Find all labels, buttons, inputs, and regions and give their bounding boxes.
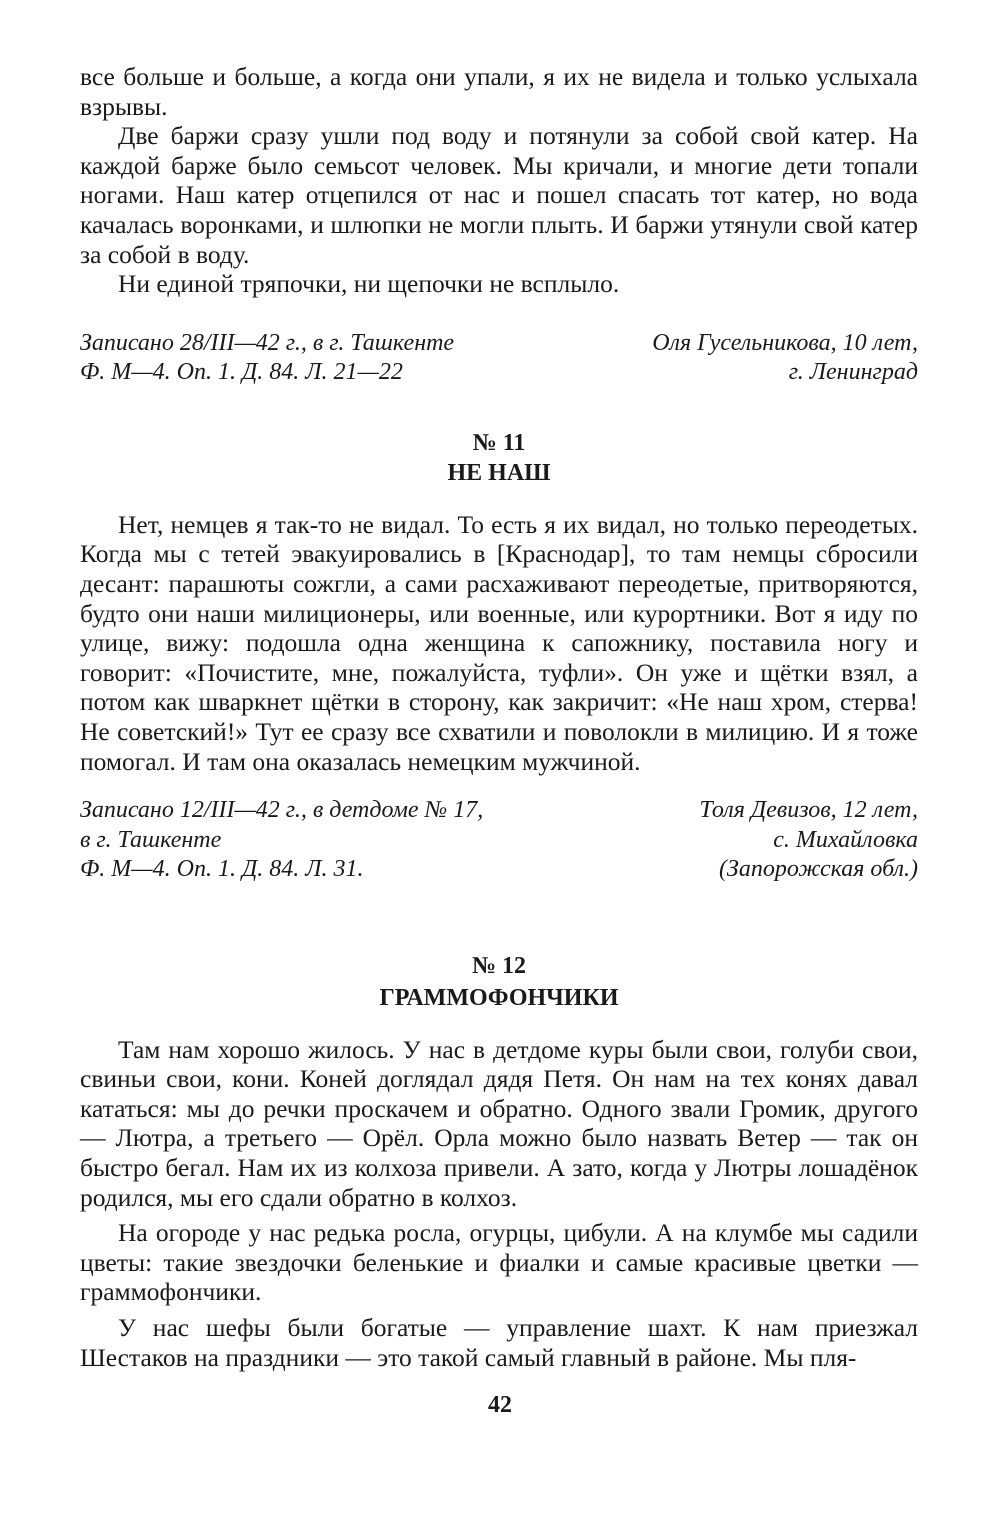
section-title: НЕ НАШ — [447, 459, 551, 486]
archive-note — [80, 796, 483, 885]
author-note — [652, 329, 918, 388]
paragraph: Две баржи сразу ушли под воду и потянули за собой свой катер. На каждой барже было семьсот человек. Мы кричали, и многие дети топали ногами. Наш катер отцепился от нас и пошел спасать тот катер, но вода качалась воронками, и шлюпки не могли плыть. И баржи утянули свой катер за собой в воду. — [80, 121, 918, 269]
signature-line: Ф. М—4. Оп. 1. Д. 84. Л. 21—22 — [80, 359, 403, 386]
section-title: ГРАММОФОНЧИКИ — [379, 984, 619, 1011]
paragraph: Нет, немцев я так-то не видал. То есть я их видал, но только переодетых. Когда мы с тетей эвакуировались в [Краснодар], то там немцы сбросили десант: парашюты сожгли, а сами расхаживают переодетые, притворяются, будто они наши милиционеры, или военные, или курортники. Вот я иду по улице, вижу: подошла одна женщина к сапожнику, поставила ногу и говорит: «Почистите, мне, пожалуйста, туфли». Он уже и щётки взял, а потом как шваркнет щётки в сторону, как закричит: «Не наш хром, стерва! Не советский!» Тут ее сразу все схватили и поволокли в милицию. И я тоже помогал. И там она оказалась немецким мужчиной. — [80, 509, 918, 776]
section-heading — [80, 951, 918, 1013]
signature-line: Ф. М—4. Оп. 1. Д. 84. Л. 31. — [80, 856, 364, 883]
signature-line: с. Михайловка — [773, 826, 918, 853]
paragraph: Там нам хорошо жилось. У нас в детдоме куры были свои, голуби свои, свиньи свои, кони. Коней доглядал дядя Петя. Он нам на тех конях давал кататься: мы до речки проскачем и обратно. Одного звали Громик, другого — Лютра, а третьего — Орёл. Орла можно было назвать Ветер — так он быстро бегал. Нам их из колхоза привели. А зато, когда у Лютры лошадёнок родился, мы его сдали обратно в колхоз. — [80, 1034, 918, 1212]
section-number: № 12 — [471, 952, 527, 979]
paragraph: На огороде у нас редька росла, огурцы, цибули. А на клумбе мы садили цветы: такие звездочки беленькие и фиалки и самые красивые цветки — граммофончики. — [80, 1218, 918, 1307]
signature-line: Записано 12/III—42 г., в детдоме № 17, — [80, 797, 484, 824]
paragraph: Ни единой тряпочки, ни щепочки не всплыло. — [118, 269, 620, 299]
signature-block — [80, 329, 918, 388]
paragraph: У нас шефы были богатые — управление шахт. К нам приезжал Шестаков на праздники — это такой самый главный в районе. Мы пля- — [80, 1312, 918, 1372]
section-10-continuation — [80, 62, 918, 299]
signature-line: Толя Девизов, 12 лет, — [699, 797, 918, 824]
signature-line: Записано 28/III—42 г., в г. Ташкенте — [80, 329, 455, 356]
page-body — [80, 62, 918, 1372]
section-11-body — [80, 510, 918, 776]
signature-block — [80, 796, 918, 885]
archive-note — [80, 329, 454, 388]
section-12-body — [80, 1035, 918, 1373]
section-heading — [80, 428, 918, 488]
signature-line: (Запорожская обл.) — [718, 856, 918, 883]
page-number: 42 — [488, 1392, 512, 1418]
signature-line: г. Ленинград — [788, 359, 918, 386]
paragraph: все больше и больше, а когда они упали, я их не видела и только услыхала взрывы. — [80, 62, 918, 121]
signature-line: в г. Ташкенте — [80, 826, 222, 853]
section-number: № 11 — [472, 429, 526, 456]
author-note — [699, 796, 918, 885]
signature-line: Оля Гусельникова, 10 лет, — [652, 329, 918, 356]
